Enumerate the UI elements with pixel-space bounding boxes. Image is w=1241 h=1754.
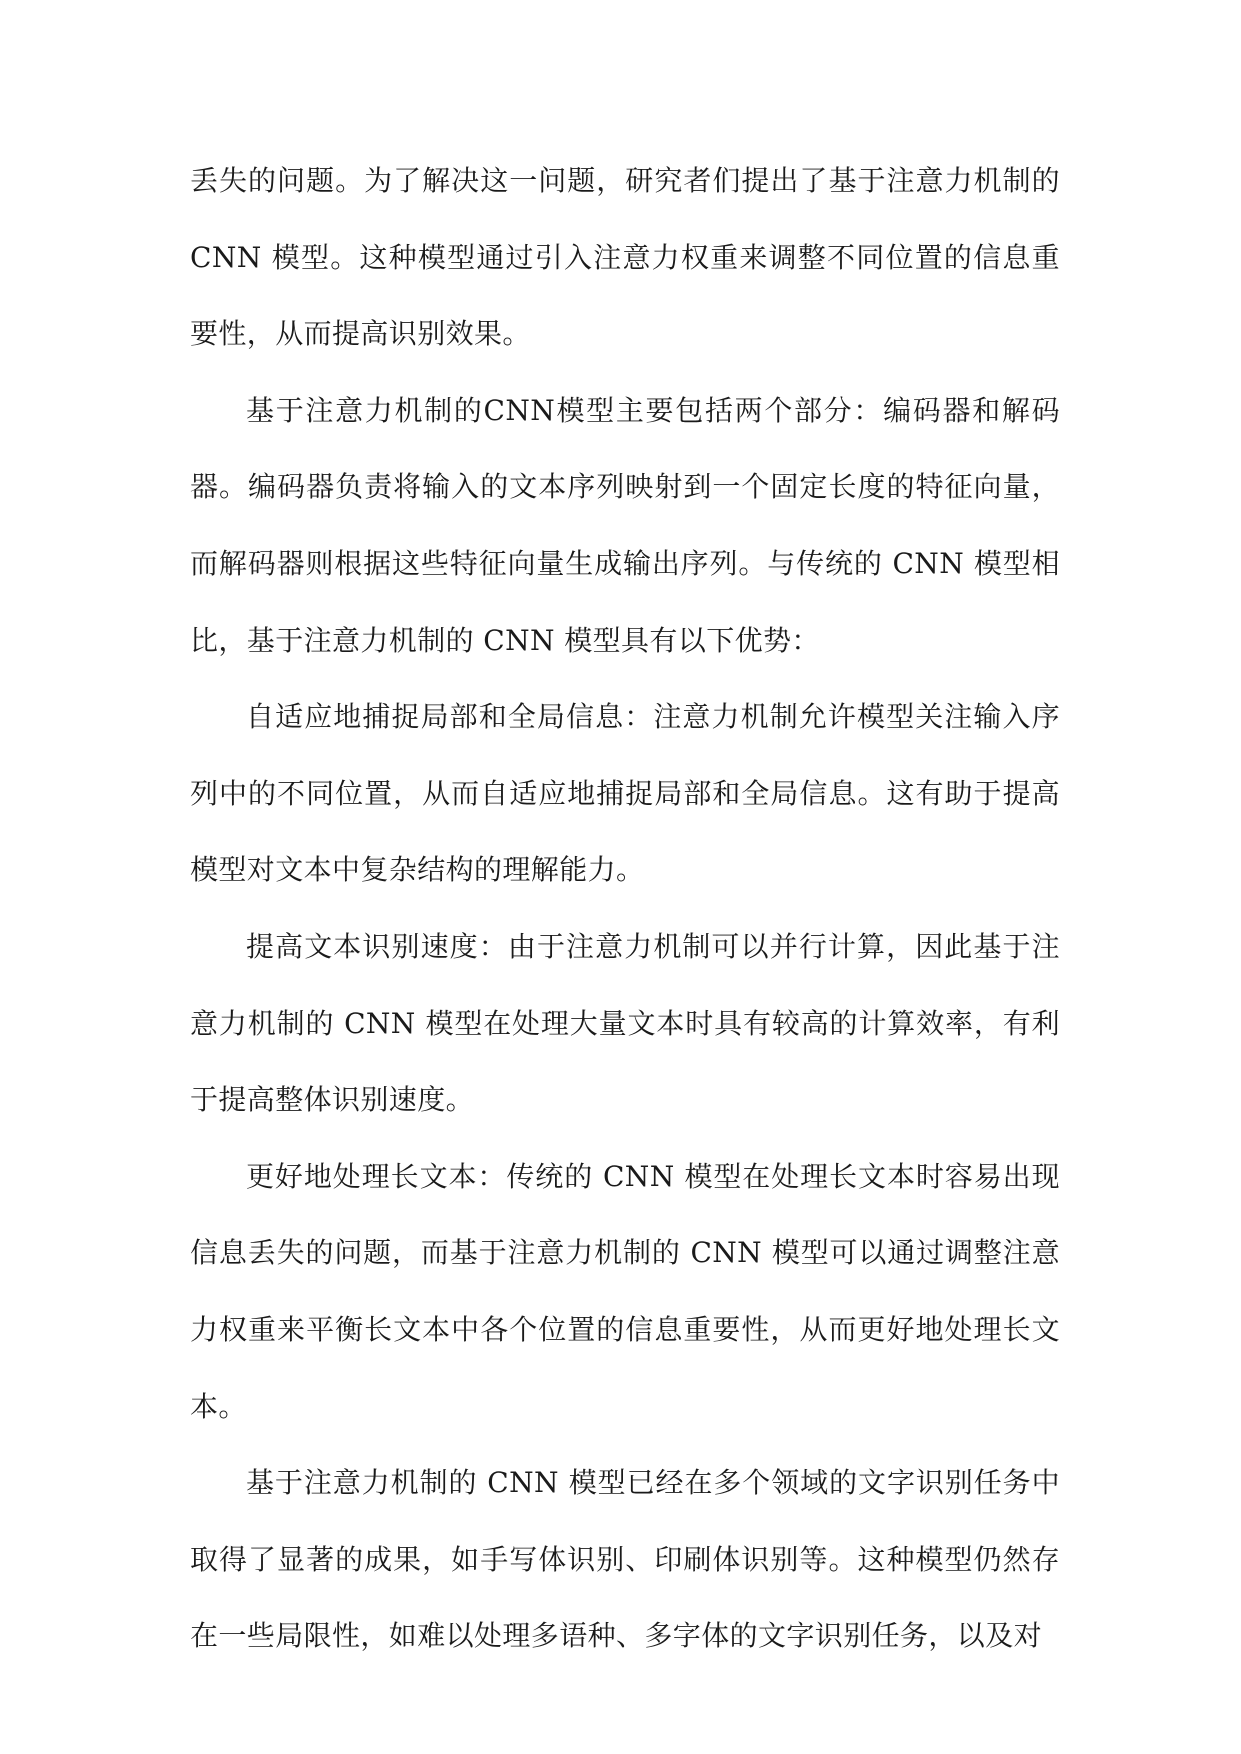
paragraph-6: 基于注意力机制的 CNN 模型已经在多个领域的文字识别任务中取得了显著的成果，如手写体识别、印刷体识别等。这种模型仍然存在一些局限性，如难以处理多语种、多字体的文字识别任务，以及对 <box>190 1466 1060 1653</box>
paragraph-4: 提高文本识别速度：由于注意力机制可以并行计算，因此基于注意力机制的 CNN 模型在处理大量文本时具有较高的计算效率，有利于提高整体识别速度。 <box>190 929 1060 1117</box>
body-text <box>190 143 1060 1675</box>
paragraph-5: 更好地处理长文本：传统的 CNN 模型在处理长文本时容易出现信息丢失的问题，而基于注意力机制的 CNN 模型可以通过调整注意力权重来平衡长文本中各个位置的信息重要性，从而更好地处理长文本。 <box>190 1159 1060 1423</box>
paragraph-2: 基于注意力机制的CNN模型主要包括两个部分：编码器和解码器。编码器负责将输入的文本序列映射到一个固定长度的特征向量，而解码器则根据这些特征向量生成输出序列。与传统的 CNN 模型相比，基于注意力机制的 CNN 模型具有以下优势： <box>190 393 1060 657</box>
paragraph-1: 丢失的问题。为了解决这一问题，研究者们提出了基于注意力机制的CNN 模型。这种模型通过引入注意力权重来调整不同位置的信息重要性，从而提高识别效果。 <box>190 164 1060 351</box>
paragraph-3: 自适应地捕捉局部和全局信息：注意力机制允许模型关注输入序列中的不同位置，从而自适应地捕捉局部和全局信息。这有助于提高模型对文本中复杂结构的理解能力。 <box>190 700 1060 887</box>
